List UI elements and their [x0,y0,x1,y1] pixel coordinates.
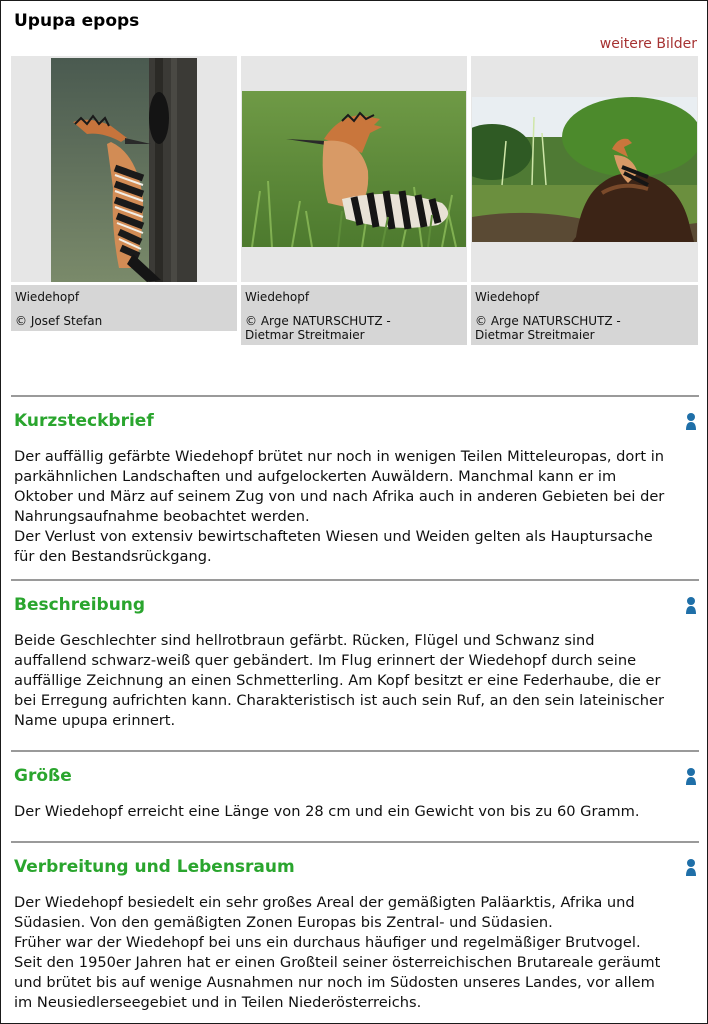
more-images-link[interactable]: weitere Bilder [599,36,697,52]
page-title: Upupa epops [14,11,140,31]
section-body: Der auffällig gefärbte Wiedehopf brütet nur noch in wenigen Teilen Mitteleuropas, dort in parkähnlichen Landschaften und aufgelockerten Auwäldern. Manchmal kann er im Oktober und März auf seinem Zug von und nach Afrika auch in anderen Gebieten bei der Nahrungsaufnahme beobachtet werden. Der Verlust von extensiv bewirtschafteten Wiesen und Weiden gelten als Hauptursache für den Bestandsrückgang. [14,448,665,565]
section-body: Der Wiedehopf erreicht eine Länge von 28 cm und ein Gewicht von bis zu 60 Gramm. [14,803,640,820]
section-groesse [11,750,699,840]
photo-copyright: © Arge NATURSCHUTZ - Dietmar Streitmaier [475,314,621,342]
section-beschreibung [11,579,699,749]
photo-caption [11,285,237,331]
section-body: Beide Geschlechter sind hellrotbraun gefärbt. Rücken, Flügel und Schwanz sind auffallend schwarz-weiß quer gebändert. Im Flug erinnert der Wiedehopf durch seine auffällige Zeichnung an einen Schmetterling. Am Kopf besitzt er eine Federhaube, die er bei Erregung aufrichten kann. Charakteristisch ist auch sein Ruf, an den sein lateinischer Name upupa erinnert. [14,632,665,729]
photo-frame [471,56,698,282]
person-icon[interactable] [685,858,697,876]
photo-caption-name: Wiedehopf [15,290,80,304]
photo-caption [471,285,698,345]
hoopoe-nest-photo[interactable] [51,58,197,282]
photo-caption [241,285,467,345]
section-title: Größe [14,766,72,786]
section-kurzsteckbrief [11,395,699,577]
photo-caption-name: Wiedehopf [245,290,310,304]
photo-frame [11,56,237,282]
photo-copyright: © Arge NATURSCHUTZ - Dietmar Streitmaier [245,314,391,342]
photo-caption-name: Wiedehopf [475,290,540,304]
person-icon[interactable] [685,596,697,614]
section-title: Verbreitung und Lebensraum [14,857,295,877]
hoopoe-grass-photo[interactable] [242,91,466,247]
section-title: Beschreibung [14,595,146,615]
hoopoe-stump-photo[interactable] [472,97,697,242]
person-icon[interactable] [685,412,697,430]
section-body: Der Wiedehopf besiedelt ein sehr großes Areal der gemäßigten Paläarktis, Afrika und Südasien. Von den gemäßigten Zonen Europas bis Zentral- und Südasien. Früher war der Wiedehopf bei uns ein durchaus häufiger und regelmäßiger Brutvogel. Seit den 1950er Jahren hat er einen Großteil seiner österreichischen Brutareale geräumt und brütet bis auf wenige Ausnahmen nur noch im Südosten unseres Landes, vor allem im Neusiedlerseegebiet und in Teilen Niederösterreichs. [14,894,661,1011]
section-title: Kurzsteckbrief [14,411,154,431]
photo-copyright: © Josef Stefan [15,314,103,328]
photo-frame [241,56,467,282]
person-icon[interactable] [685,767,697,785]
section-verbreitung [11,841,699,1021]
